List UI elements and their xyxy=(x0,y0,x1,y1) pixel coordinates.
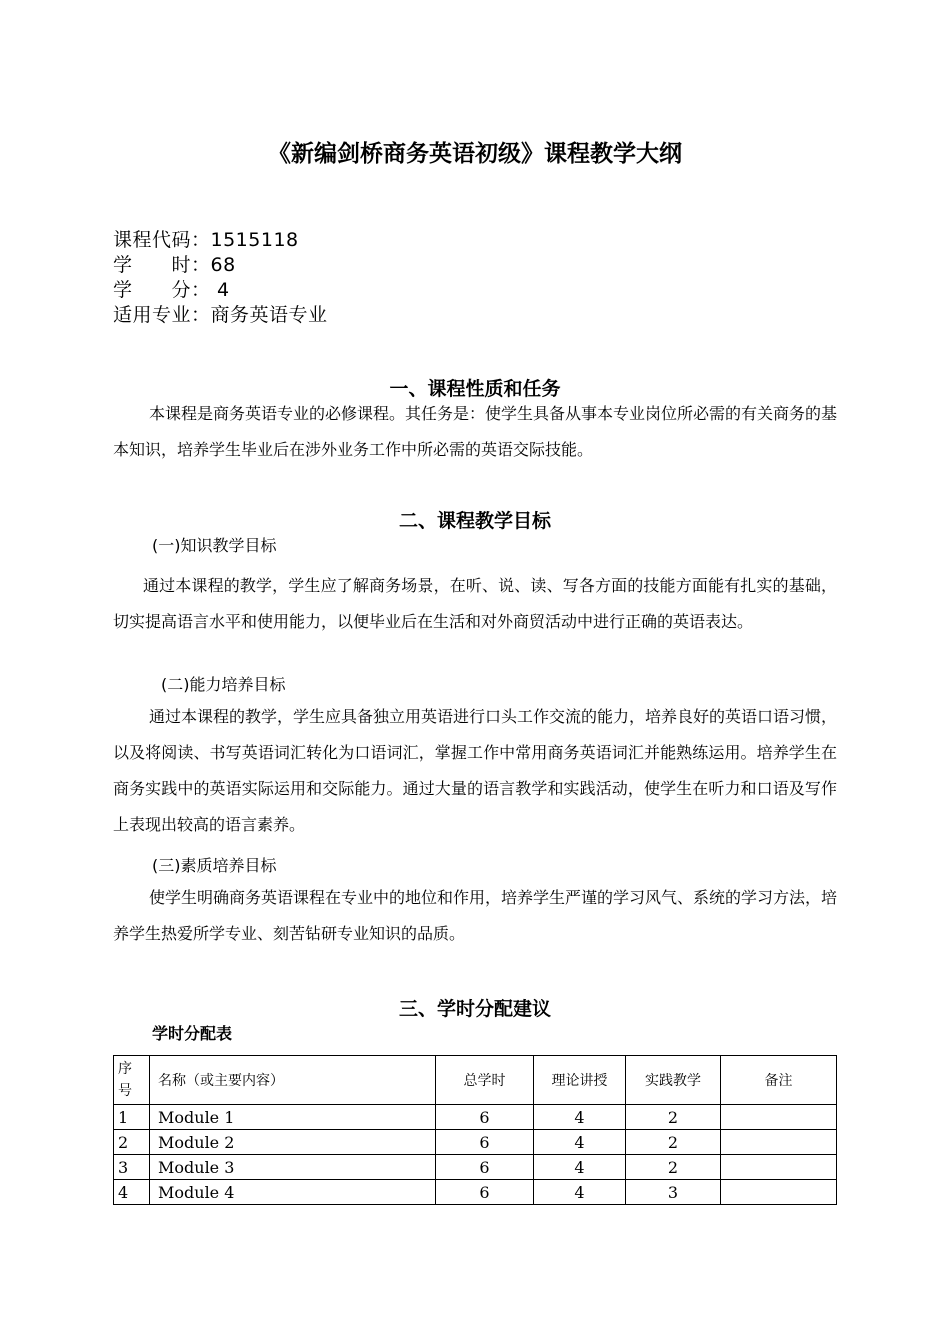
header-name: 名称（或主要内容） xyxy=(150,1056,436,1105)
quality-goal-subheading: (三)素质培养目标 xyxy=(152,856,277,875)
header-index: 序号 xyxy=(114,1056,150,1105)
table-row xyxy=(114,1155,837,1180)
row-name: Module 3 xyxy=(150,1155,436,1180)
row-index: 2 xyxy=(114,1130,150,1155)
row-theory: 4 xyxy=(534,1130,626,1155)
table-header-row xyxy=(114,1056,837,1105)
hours-allocation-table xyxy=(113,1055,837,1205)
row-total-hours: 6 xyxy=(436,1180,534,1205)
row-total-hours: 6 xyxy=(436,1155,534,1180)
row-name: Module 2 xyxy=(150,1130,436,1155)
row-practice: 2 xyxy=(626,1155,721,1180)
document-title: 《新编剑桥商务英语初级》课程教学大纲 xyxy=(268,141,682,167)
row-remarks xyxy=(721,1155,837,1180)
row-theory: 4 xyxy=(534,1105,626,1130)
course-credits: 学 分： 4 xyxy=(113,279,230,301)
row-practice: 2 xyxy=(626,1130,721,1155)
row-practice: 2 xyxy=(626,1105,721,1130)
row-remarks xyxy=(721,1130,837,1155)
table-caption: 学时分配表 xyxy=(152,1024,233,1043)
row-name: Module 4 xyxy=(150,1180,436,1205)
row-index: 3 xyxy=(114,1155,150,1180)
quality-goal-paragraph: 使学生明确商务英语课程在专业中的地位和作用，培养学生严谨的学习风气、系统的学习方法，培养学生热爱所学专业、刻苦钻研专业知识的品质。 xyxy=(113,888,838,943)
applicable-major: 适用专业：商务英语专业 xyxy=(113,304,328,326)
row-remarks xyxy=(721,1180,837,1205)
knowledge-goal-paragraph: 通过本课程的教学，学生应了解商务场景，在听、说、读、写各方面的技能方面能有扎实的基础，切实提高语言水平和使用能力，以便毕业后在生活和对外商贸活动中进行正确的英语表达。 xyxy=(113,576,837,631)
table-row xyxy=(114,1130,837,1155)
header-theory: 理论讲授 xyxy=(534,1056,626,1105)
row-remarks xyxy=(721,1105,837,1130)
row-total-hours: 6 xyxy=(436,1130,534,1155)
header-practice: 实践教学 xyxy=(626,1056,721,1105)
row-total-hours: 6 xyxy=(436,1105,534,1130)
ability-goal-paragraph: 通过本课程的教学，学生应具备独立用英语进行口头工作交流的能力，培养良好的英语口语习惯，以及将阅读、书写英语词汇转化为口语词汇，掌握工作中常用商务英语词汇并能熟练运用。培养学生在商务实践中的英语实际运用和交际能力。通过大量的语言教学和实践活动，使学生在听力和口语及写作上表现出较高的语言素养。 xyxy=(113,707,838,834)
row-theory: 4 xyxy=(534,1180,626,1205)
course-code: 课程代码：1515118 xyxy=(113,229,299,251)
row-name: Module 1 xyxy=(150,1105,436,1130)
table-row xyxy=(114,1180,837,1205)
row-index: 1 xyxy=(114,1105,150,1130)
course-hours: 学 时：68 xyxy=(113,254,236,276)
knowledge-goal-subheading: (一)知识教学目标 xyxy=(152,536,277,555)
ability-goal-subheading: (二)能力培养目标 xyxy=(161,675,286,694)
section3-heading: 三、学时分配建议 xyxy=(398,998,551,1020)
section1-paragraph: 本课程是商务英语专业的必修课程。其任务是：使学生具备从事本专业岗位所必需的有关商务的基本知识，培养学生毕业后在涉外业务工作中所必需的英语交际技能。 xyxy=(113,404,838,459)
header-total-hours: 总学时 xyxy=(436,1056,534,1105)
row-index: 4 xyxy=(114,1180,150,1205)
section1-heading: 一、课程性质和任务 xyxy=(389,378,561,400)
table-row xyxy=(114,1105,837,1130)
header-remarks: 备注 xyxy=(721,1056,837,1105)
section2-heading: 二、课程教学目标 xyxy=(398,510,551,532)
row-practice: 3 xyxy=(626,1180,721,1205)
row-theory: 4 xyxy=(534,1155,626,1180)
